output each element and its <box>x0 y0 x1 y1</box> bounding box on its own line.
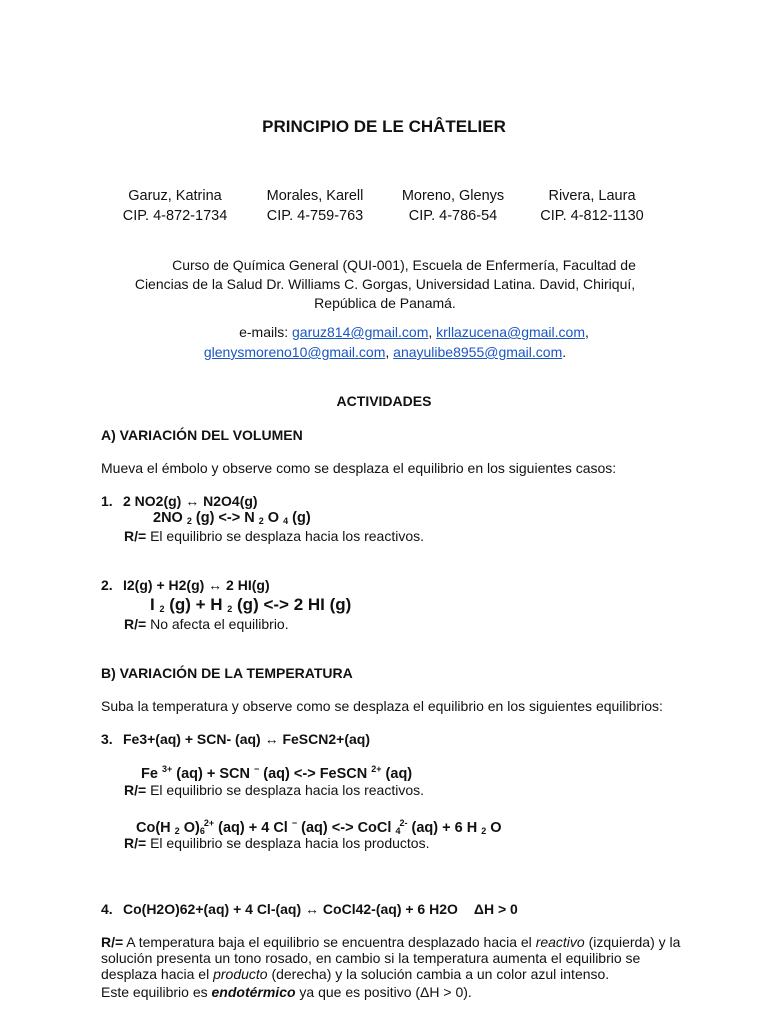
email-link-1[interactable]: garuz814@gmail.com <box>292 324 429 340</box>
author-cip: CIP. 4-759-763 <box>266 208 364 224</box>
item-2-answer: R/= No afecta el equilibrio. <box>124 616 289 632</box>
item-4-conclusion: Este equilibrio es endotérmico ya que es positivo (ΔH > 0). <box>101 984 472 1000</box>
section-a-heading: A) VARIACIÓN DEL VOLUMEN <box>101 427 303 443</box>
author-cip: CIP. 4-872-1734 <box>122 208 228 224</box>
author-cip: CIP. 4-786-54 <box>408 208 498 224</box>
author-name: Morales, Karell <box>266 188 364 204</box>
author-name: Moreno, Glenys <box>401 188 505 204</box>
affiliation <box>120 256 650 313</box>
author-4 <box>517 186 667 226</box>
section-b-intro: Suba la temperatura y observe como se desplaza el equilibrio en los siguientes equilibrios: <box>101 698 663 714</box>
item-1-equation: 1. 2 NO2(g) ↔ N2O4(g) <box>101 493 258 509</box>
email-link-2[interactable]: krllazucena@gmail.com <box>436 324 585 340</box>
item-3-answer-1: R/= El equilibrio se desplaza hacia los reactivos. <box>124 782 424 798</box>
item-3-answer-2: R/= El equilibrio se desplaza hacia los productos. <box>124 835 430 851</box>
item-2-formatted-equation: I $_2$ (g) + H $_2$ (g) <-> 2 HI (g) <box>150 595 352 614</box>
item-number: 2. <box>101 577 113 593</box>
author-3 <box>378 186 528 226</box>
item-3-fe-equation: Fe $^{3+}$ (aq) + SCN − (aq) <-> FeSCN $^{2+}$ (aq) <box>141 764 413 782</box>
activities-heading: ACTIVIDADES <box>336 393 432 409</box>
email-link-4[interactable]: anayulibe8955@gmail.com <box>393 344 563 360</box>
affiliation-line-1: Curso de Química General (QUI-001), Escuela de Enfermería, Facultad de <box>172 257 636 273</box>
author-name: Rivera, Laura <box>548 188 636 204</box>
enthalpy-condition: ΔH > 0 <box>473 901 518 917</box>
item-2-equation: 2. I2(g) + H2(g) ↔ 2 HI(g) <box>101 577 270 593</box>
item-4-equation: 4. Co(H2O)62+(aq) + 4 Cl-(aq) ↔ CoCl42-(aq) + 6 H2O ΔH > 0 <box>101 901 518 917</box>
item-3-co-equation: Co(H $_2$ $O)_6^{2+}$ (aq) + 4 Cl − (aq) <-> CoCl $_4^{2-}$ (aq) + 6 H $_2$ O <box>136 818 502 836</box>
section-b-heading: B) VARIACIÓN DE LA TEMPERATURA <box>101 665 353 681</box>
item-3-equation: 3. Fe3+(aq) + SCN- (aq) ↔ FeSCN2+(aq) <box>101 731 370 747</box>
author-2 <box>240 186 390 226</box>
item-number: 3. <box>101 731 113 747</box>
item-1-answer: R/= El equilibrio se desplaza hacia los reactivos. <box>124 528 424 544</box>
email-link-3[interactable]: glenysmoreno10@gmail.com <box>203 344 386 360</box>
item-number: 4. <box>101 901 113 917</box>
author-cip: CIP. 4-812-1130 <box>540 208 644 224</box>
section-a-intro: Mueva el émbolo y observe como se desplaza el equilibrio en los siguientes casos: <box>101 460 617 476</box>
author-name: Garuz, Katrina <box>128 188 222 204</box>
affiliation-line-2: Ciencias de la Salud Dr. Williams C. Gorgas, Universidad Latina. David, Chiriquí, <box>134 276 636 292</box>
item-4-answer: R/= A temperatura baja el equilibrio se encuentra desplazado hacia el reactivo (izquierda) y la solución presenta un tono rosado, en cambio si la temperatura aumenta el equilibrio se desplaza hacia el producto (derecha) y la solución cambia a un color azul intenso. <box>101 934 681 982</box>
item-1-formatted-equation: 2NO $_2$ (g) <-> N $_2$ O $_4$ (g) <box>153 510 311 526</box>
page-title: PRINCIPIO DE LE CHÂTELIER <box>262 117 506 136</box>
item-number: 1. <box>101 493 113 509</box>
emails-label: e-mails: <box>239 324 292 340</box>
affiliation-line-3: República de Panamá. <box>314 295 456 311</box>
author-1 <box>100 186 250 226</box>
emails: e-mails: garuz814@gmail.com, krllazucena@gmail.com, glenysmoreno10@gmail.com, anayulibe8955@gmail.com. <box>203 324 589 360</box>
